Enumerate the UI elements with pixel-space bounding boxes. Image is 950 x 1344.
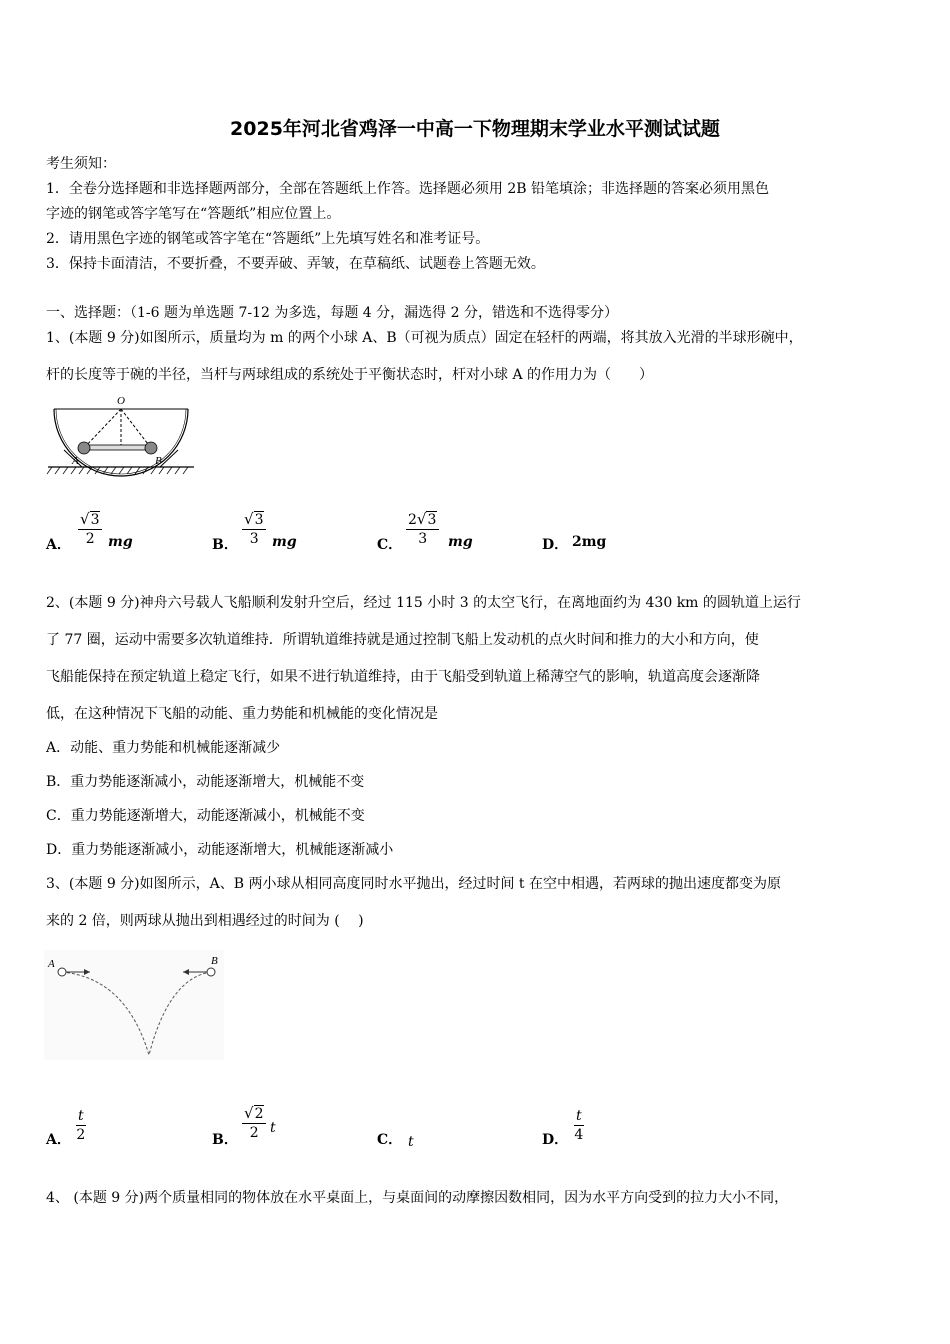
q3-option-c-label: C． [377,1132,403,1148]
label-a: A [48,958,55,970]
notice-heading: 考生须知： [46,156,116,172]
label-o: O [117,395,125,407]
ground-hatch [47,467,188,474]
q1-option-c-label: C． [377,537,403,553]
ball-a [58,968,66,976]
q2-option-b: B．重力势能逐渐减小，动能逐渐增大，机械能不变 [46,774,365,790]
section-heading: 一、选择题：（1-6 题为单选题 7-12 为多选，每题 4 分，漏选得 2 分，错选和不选得零分） [46,305,618,321]
ball-b [207,968,215,976]
q4-stem-line1: 4、 (本题 9 分)两个质量相同的物体放在水平桌面上，与桌面间的动摩擦因数相同，因为水平方向受到的拉力大小不同， [46,1190,789,1206]
q1-bowl-figure [46,392,196,482]
q3-projectile-figure [44,950,224,1060]
notice-item-2: 2．请用黑色字迹的钢笔或答字笔在“答题纸”上先填写姓名和准考证号。 [46,231,490,247]
q2-stem-line4: 低，在这种情况下飞船的动能、重力势能和机械能的变化情况是 [46,706,438,722]
q2-option-c: C．重力势能逐渐增大，动能逐渐减小，机械能不变 [46,808,365,824]
figure-background [44,950,224,1060]
q3-option-a-fraction: $\frac{t}{2}$ [76,1108,86,1143]
q2-option-a: A．动能、重力势能和机械能逐渐减少 [46,740,281,756]
q3-stem-line2: 来的 2 倍，则两球从抛出到相遇经过的时间为 ( ) [46,913,364,929]
q2-stem-line3: 飞船能保持在预定轨道上稳定飞行，如果不进行轨道维持，由于飞船受到轨道上稀薄空气的影响，轨道高度会逐渐降 [46,669,760,685]
notice-item-3: 3．保持卡面清洁，不要折叠，不要弄破、弄皱，在草稿纸、试题卷上答题无效。 [46,256,545,272]
q2-stem-line2: 了 77 圈，运动中需要多次轨道维持．所谓轨道维持就是通过控制飞船上发动机的点火时间和推力的大小和方向，使 [46,632,759,648]
q3-option-d-fraction: $\frac{t}{4}$ [574,1108,584,1143]
q1-option-d-text: 2mg [572,534,607,550]
q3-stem-line1: 3、(本题 9 分)如图所示，A、B 两小球从相同高度同时水平抛出，经过时间 t 在空中相遇，若两球的抛出速度都变为原 [46,876,782,892]
q1-stem-line1: 1、(本题 9 分)如图所示，质量均为 m 的两个小球 A、B（可视为质点）固定在轻杆的两端，将其放入光滑的半球形碗中， [46,330,803,346]
q1-option-c-unit: mg [448,534,473,550]
q1-option-d-label: D． [542,537,569,553]
rod [84,445,151,450]
q3-option-c-text: t [408,1134,414,1150]
radius-line-a [84,409,121,448]
q3-option-a-label: A． [46,1132,71,1148]
q1-option-b-unit: mg [272,534,297,550]
q1-option-b-label: B． [212,537,238,553]
label-b: B [211,955,218,967]
q1-option-a-label: A． [46,537,71,553]
q1-option-b-fraction: $\frac{√3}{3}$ [242,510,266,547]
radius-line-b [121,409,151,448]
q2-option-d: D．重力势能逐渐减小，动能逐渐增大，机械能逐渐减小 [46,842,394,858]
notice-item-1: 1．全卷分选择题和非选择题两部分，全部在答题纸上作答。选择题必须用 2B 铅笔填涂；非选择题的答案必须用黑色 [46,181,769,197]
page-title: 2025年河北省鸡泽一中高一下物理期末学业水平测试试题 [230,118,720,140]
q2-stem-line1: 2、(本题 9 分)神舟六号载人飞船顺利发射升空后，经过 115 小时 3 的太空飞行，在离地面约为 430 km 的圆轨道上运行 [46,595,801,611]
q1-option-c-fraction: $\frac{2√3}{3}$ [406,510,439,547]
q3-option-b-suffix: t [270,1120,276,1136]
label-b: B [155,455,162,467]
q3-option-b-label: B． [212,1132,238,1148]
q1-option-a-fraction: $\frac{√3}{2}$ [78,510,102,547]
ball-a [78,442,90,454]
q3-option-d-label: D． [542,1132,569,1148]
ball-b [145,442,157,454]
q1-stem-line2: 杆的长度等于碗的半径，当杆与两球组成的系统处于平衡状态时，杆对小球 A 的作用力为（ ） [46,367,654,383]
q3-option-b-fraction: $\frac{√2}{2}$ [242,1104,266,1141]
label-a: A [72,455,79,467]
q1-option-a-unit: mg [108,534,133,550]
notice-item-1-cont: 字迹的钢笔或答字笔写在“答题纸”相应位置上。 [46,206,341,222]
